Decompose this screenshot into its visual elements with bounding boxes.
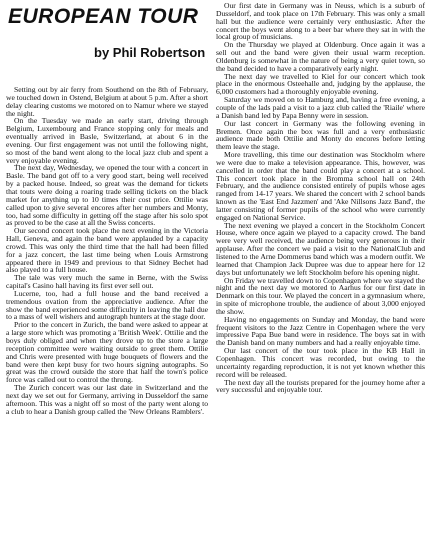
paragraph: The next day all the tourists prepared for the journey home after a very successful and enjoyable tour. [216, 377, 425, 395]
paragraph: The next day we travelled to Kiel for our concert which took place in the enormous Osteehalle and, judging by the applause, the 6,000 customers had a thoroughly enjoyable evening. [216, 71, 425, 97]
paragraph: The next day, Wednesday, we opened the tour with a concert in Basle. The band got off to a very good start, being well received by a packed house. Indeed, so great was the demand for tickets that touts were doing a roaring trade selling tickets on the black market for anything up to 10 times their cost price. Ottilie was called upon to give several encores after her numbers and Monty, too, had some difficulty in getting off the stage after his solo spot as proved to be the case at all the Swiss concerts. [6, 163, 208, 228]
paragraph: Lucerne, too, had a full house and the band received a tremendous ovation from the appreciative audience. After the show the band experienced some difficulty in leaving the hall due to a mass of well wishers and autograph hunters at the stage door. [6, 288, 208, 322]
paragraph: On the Tuesday we made an early start, driving through Belgium, Luxembourg and France stopping only for meals and eventually arrived in Basle, Switzerland, at about 6 in the evening. Our first engagement was not until the following night, so most of the band went along to the local jazz club and spent a very enjoyable evening. [6, 116, 208, 165]
paragraph: Our last concert in Germany was the following evening in Bremen. Once again the box was full and a very enthusiastic audience made both Ottilie and Monty do encores before letting them leave the stage. [216, 118, 425, 152]
right-column [216, 2, 425, 394]
paragraph: On Friday we travelled down to Copenhagen where we stayed the night and the next day we motored to Aarhus for our first date in Denmark on this tour. We played the concert in a gymnasium where, in spite of microphone trouble, the audience of about 3,000 enjoyed the show. [216, 275, 425, 316]
article-byline: by Phil Robertson [94, 45, 206, 60]
paragraph: Our second concert took place the next evening in the Victoria Hall, Geneva, and again the band were applauded by a capacity crowd. This was only the third time that the hall had been filled for a jazz concert, the last time being when Louis Armstrong appeared there in 1949 and previous to that Sidney Bechet had also played to a full house. [6, 226, 208, 275]
left-column [6, 4, 208, 415]
article-title: EUROPEAN TOUR [8, 5, 199, 28]
left-column-text [6, 86, 208, 415]
paragraph: The next evening we played a concert in the Stockholm Concert House, where once again we played to a capacity crowd. The band were very well received, the audience being very generous in their applause. After the concert we paid a visit to the NationalClub and listened to the Arne Dommerus band which was a modern outfit. We learned that Champion Jack Dupree was due to appear here for 12 days but unfortunately we left Stockholm before his opening night. [216, 220, 425, 277]
paragraph: The tale was very much the same in Berne, with the Swiss capital's Casino hall having its first ever sell out. [6, 273, 208, 291]
paragraph: On the Thursday we played at Oldenburg. Once again it was a sell out and the band were given their usual warm reception. Oldenburg is somewhat in the nature of being a very quiet town, so the band decided to have a comparatively early night. [216, 40, 425, 73]
paragraph: Our last concert of the tour took place in the KB Hall in Copenhagen. This concert was recorded, but owing to the uncertainty regarding reproduction, it is not yet known whether this record will be released. [216, 346, 425, 379]
paragraph: Prior to the concert in Zurich, the band were asked to appear at a large store which was promoting a 'British Week'. Ottilie and the boys duly obliged and when they drove up to the store a large reception committee were waiting outside to greet them. Ottilie and Chris were presented with huge bouquets of flowers and the band were then kept busy for two hours signing autographs. So great was the crowd outside the store that half the town's police force was called out to control the throng. [6, 320, 208, 385]
paragraph: More travelling, this time our destination was Stockholm where we were due to make a television appearance. This, however, was cancelled in order that the band could play a concert at a school. This concert took place in the Bromma school hall on 24th February, and the audience consisted entirely of pupils whose ages ranged from 14-17 years. We shared the concert with 2 school bands known as the 'East End Jazzmen' and 'Ake Nillsons Jazz Band', the latter consisting of former pupils of the school who were currently engaged on National Service. [216, 150, 425, 222]
right-column-text [216, 2, 425, 394]
paragraph: Saturday we moved on to Hamburg and, having a free evening, a couple of the lads paid a visit to a jazz club called the 'Riaile' where a Danish band led by Papa Benny were in session. [216, 95, 425, 120]
paragraph: The Zurich concert was our last date in Switzerland and the next day we set out for Germany, arriving in Dusseldorf the same afternoon. This was a night off so most of the party went along to a club to hear a Danish group called the 'New Orleans Ramblers'. [6, 383, 208, 416]
paragraph: Setting out by air ferry from Southend on the 8th of February, we touched down in Ostend, Belgium at about 5 p.m. After a short delay clearing customs we motored on to Namur where we stayed the night. [6, 85, 208, 118]
paragraph: Having no engagements on Sunday and Monday, the band were frequent visitors to the Jazz Centre in Copenhagen where the very impressive Papa Bue band were in residence. The boys sat in with the Danish band on many numbers and had a really enjoyable time. [216, 314, 425, 348]
paragraph: Our first date in Germany was in Neuss, which is a suburb of Dusseldorf, and took place on 17th February. This was only a small hall but the audience were certainly very enthusiastic. After the concert the boys went along to a beer bar where they sat in with the local group of musicians. [216, 1, 425, 42]
